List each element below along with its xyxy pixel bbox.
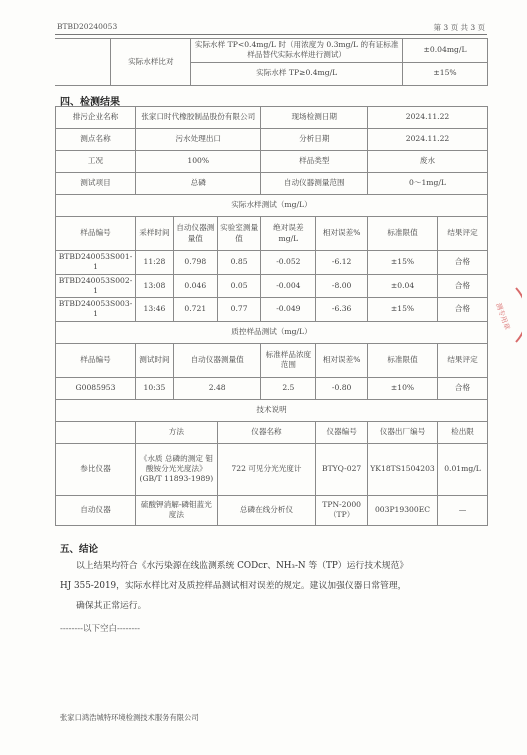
info-label: 分析日期 [261, 129, 368, 151]
section-title-results: 四、检测结果 [60, 97, 120, 108]
criteria-desc-2: 实际水样 TP≥0.4mg/L [191, 62, 403, 85]
col-header: 仪器名称 [217, 421, 316, 443]
cell: 13:08 [135, 274, 173, 298]
cell: 合格 [438, 274, 488, 298]
cell: 003P19300EC [368, 495, 438, 525]
cell: TPN-2000（TP） [316, 495, 368, 525]
header-divider [55, 34, 487, 35]
col-header: 结果评定 [438, 343, 488, 377]
cell: 722 可见分光光度计 [217, 443, 316, 495]
svg-text:测专用章: 测专用章 [494, 301, 512, 331]
cell: 11:28 [135, 251, 173, 275]
info-value: 2024.11.22 [368, 107, 488, 129]
cell: 《水质 总磷的测定 钼酸铵分光光度法》(GB/T 11893-1989) [135, 443, 217, 495]
info-value: 2024.11.22 [368, 129, 488, 151]
cell: 合格 [438, 377, 488, 399]
col-header: 标准限值 [368, 217, 438, 251]
info-label: 样品类型 [261, 151, 368, 173]
col-header: 标准限值 [368, 343, 438, 377]
cell: -0.80 [316, 377, 368, 399]
cell: ±15% [368, 298, 438, 322]
info-label: 测点名称 [56, 129, 136, 151]
section-title-conclusion: 五、结论 [60, 544, 99, 555]
cell: 参比仪器 [56, 443, 136, 495]
col-header: 检出限 [438, 421, 488, 443]
cell: BTYQ-027 [316, 443, 368, 495]
col-header: 仪器出厂编号 [368, 421, 438, 443]
conclusion-line: HJ 355-2019，实际水样比对及质控样品测试相对误差的规定。建议加强仪器日常管理， [60, 581, 407, 591]
qc-test-title: 质控样品测试（mg/L） [56, 321, 488, 343]
criteria-table [55, 38, 488, 86]
col-header: 测试时间 [135, 343, 173, 377]
col-header: 自动仪器测量值 [173, 343, 261, 377]
cell: 合格 [438, 298, 488, 322]
cell: YK18TS1504203 [368, 443, 438, 495]
info-value: 废水 [368, 151, 488, 173]
col-header: 绝对误差 mg/L [261, 217, 316, 251]
results-table [55, 106, 488, 526]
col-header: 相对误差% [316, 217, 368, 251]
footer-company: 张家口鸿浩城特环境检测技术服务有限公司 [60, 713, 199, 722]
cell: 13:46 [135, 298, 173, 322]
page-number: 第 3 页 共 3 页 [433, 23, 485, 32]
cell: ±15% [368, 251, 438, 275]
cell: 2.48 [173, 377, 261, 399]
table-row [56, 377, 488, 399]
cell: 总磷在线分析仪 [217, 495, 316, 525]
cell: -0.052 [261, 251, 316, 275]
info-label: 排污企业名称 [56, 107, 136, 129]
cell: BTBD240053S003-1 [56, 298, 136, 322]
page-header [57, 22, 485, 31]
cell: ±0.04 [368, 274, 438, 298]
cell: 0.798 [173, 251, 217, 275]
col-header: 样品编号 [56, 217, 136, 251]
info-value: 100% [135, 151, 261, 173]
cell: BTBD240053S002-1 [56, 274, 136, 298]
seal-stamp [486, 286, 522, 344]
info-label: 现场检测日期 [261, 107, 368, 129]
cell: G0085953 [56, 377, 136, 399]
col-header: 相对误差% [316, 343, 368, 377]
cell: 自动仪器 [56, 495, 136, 525]
cell: — [438, 495, 488, 525]
cell: 0.046 [173, 274, 217, 298]
col-header: 方法 [135, 421, 217, 443]
cell: 0.85 [217, 251, 261, 275]
conclusion-line: 以上结果均符合《水污染源在线监测系统 CODcr、NH₃-N 等（TP）运行技术规范》 [76, 561, 409, 571]
col-header: 样品编号 [56, 343, 136, 377]
report-number: BTBD20240053 [57, 22, 118, 31]
info-value: 0～1mg/L [368, 173, 488, 195]
cell: BTBD240053S001-1 [56, 251, 136, 275]
cell: 0.01mg/L [438, 443, 488, 495]
blank-note: --------以下空白-------- [60, 624, 140, 634]
table-row [56, 298, 488, 322]
info-label: 自动仪器测量范围 [261, 173, 368, 195]
actual-test-title: 实际水样测试（mg/L） [56, 195, 488, 217]
info-label: 工况 [56, 151, 136, 173]
info-value: 张家口时代橡胶制品股份有限公司 [135, 107, 261, 129]
cell: -0.004 [261, 274, 316, 298]
table-row [56, 495, 488, 525]
info-value: 污水处理出口 [135, 129, 261, 151]
col-header: 采样时间 [135, 217, 173, 251]
criteria-desc-1: 实际水样 TP<0.4mg/L 时（用浓度为 0.3mg/L 的有证标准样品替代实际水样进行测试） [191, 39, 403, 63]
cell: 2.5 [261, 377, 316, 399]
cell: 0.77 [217, 298, 261, 322]
criteria-val-2: ±15% [403, 62, 488, 85]
info-value: 总磷 [135, 173, 261, 195]
cell: 0.05 [217, 274, 261, 298]
criteria-val-1: ±0.04mg/L [403, 39, 488, 63]
cell: 0.721 [173, 298, 217, 322]
table-row [56, 443, 488, 495]
cell: -8.00 [316, 274, 368, 298]
cell: -0.049 [261, 298, 316, 322]
cell: 10:35 [135, 377, 173, 399]
cell: ±10% [368, 377, 438, 399]
col-header: 自动仪器测量值 [173, 217, 217, 251]
tech-title: 技术说明 [56, 399, 488, 421]
conclusion-line: 确保其正常运行。 [76, 601, 147, 611]
criteria-label: 实际水样比对 [111, 39, 191, 86]
col-header: 实验室测量值 [217, 217, 261, 251]
table-row [56, 274, 488, 298]
cell: -6.12 [316, 251, 368, 275]
table-row [56, 251, 488, 275]
cell: -6.36 [316, 298, 368, 322]
col-header: 仪器编号 [316, 421, 368, 443]
col-header: 标准样品浓度范围 [261, 343, 316, 377]
info-label: 测试项目 [56, 173, 136, 195]
cell: 硫酸钾消解-磷钼蓝光度法 [135, 495, 217, 525]
col-header: 结果评定 [438, 217, 488, 251]
cell: 合格 [438, 251, 488, 275]
